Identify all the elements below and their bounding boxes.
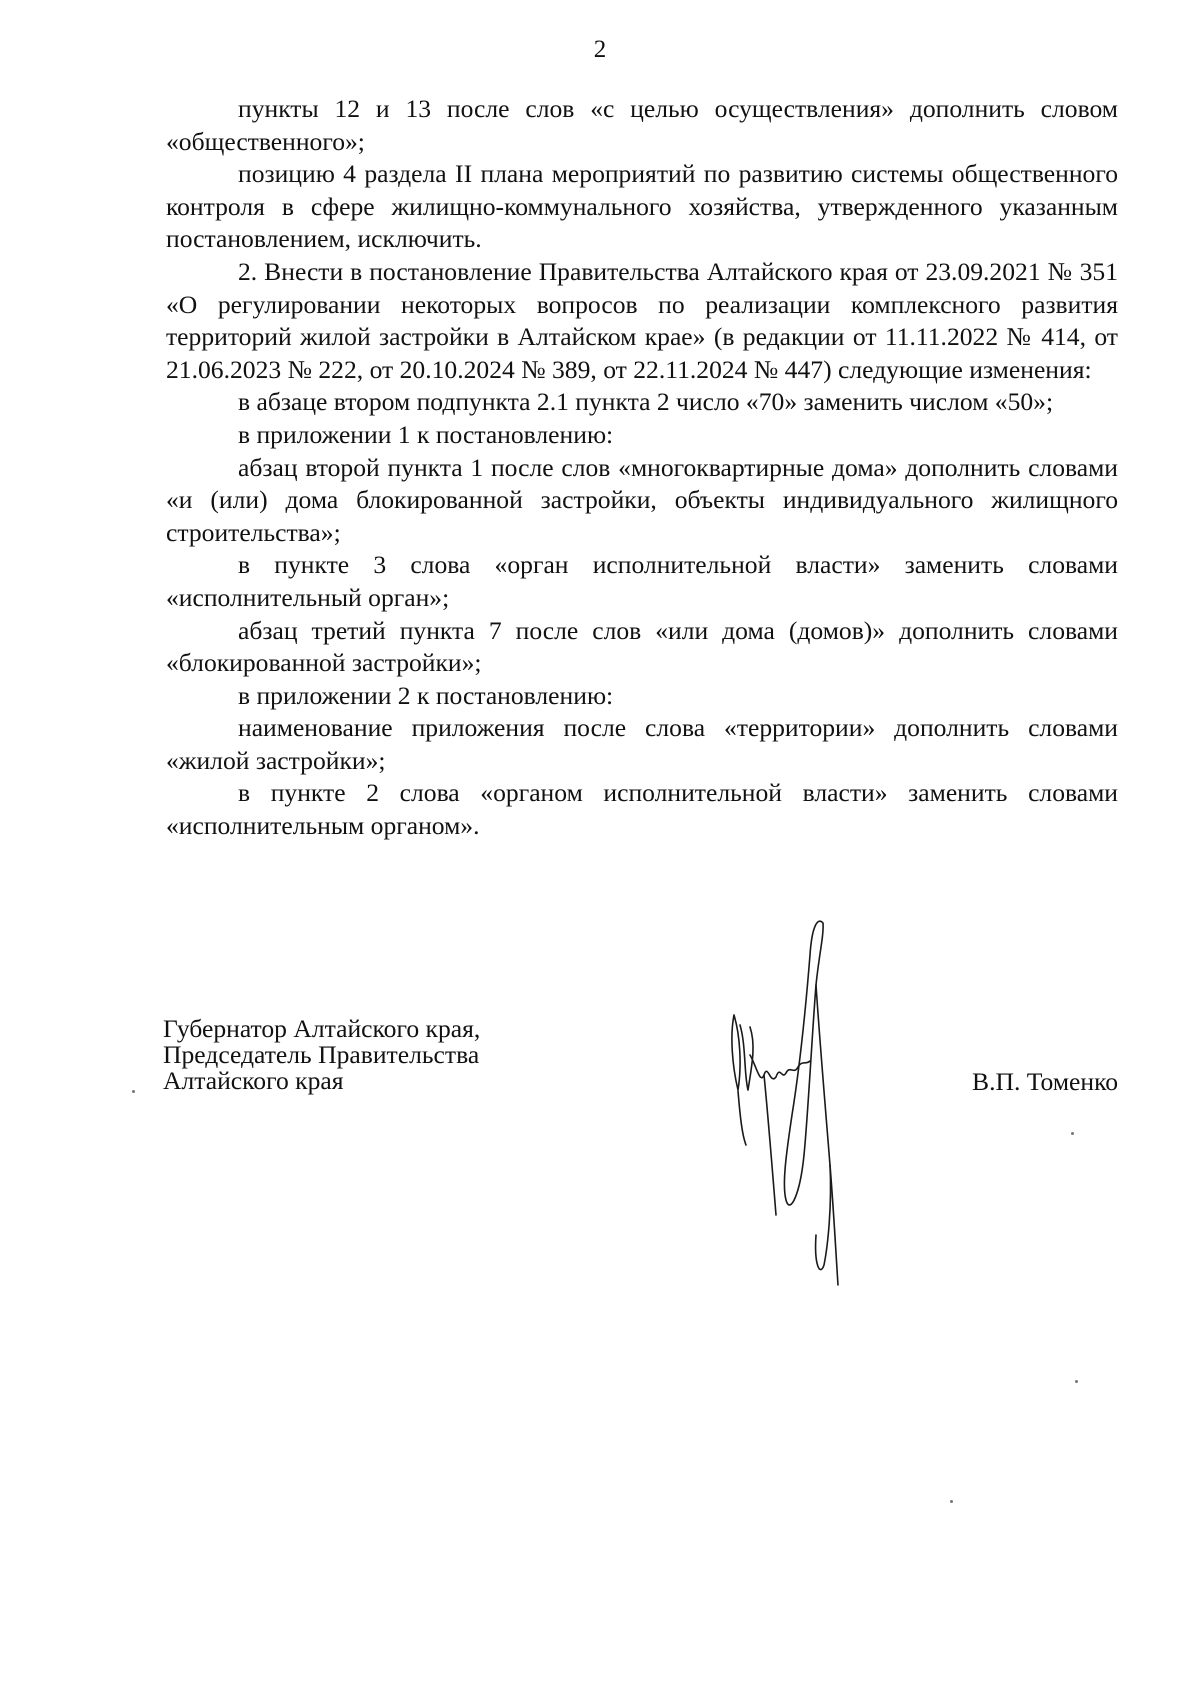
- scan-speck: [132, 1090, 135, 1093]
- paragraph: в приложении 2 к постановлению:: [238, 680, 614, 710]
- handwritten-signature: [720, 915, 870, 1295]
- paragraph: наименование приложения после слова «территории» дополнить словами «жилой застройки»;: [166, 713, 1118, 775]
- signer-position-line: Председатель Правительства: [163, 1040, 480, 1069]
- signer-name: В.П. Томенко: [972, 1067, 1118, 1096]
- page-number: 2: [593, 36, 607, 63]
- paragraph: в абзаце втором подпункта 2.1 пункта 2 число «70» заменить числом «50»;: [238, 387, 1054, 417]
- paragraph: в приложении 1 к постановлению:: [238, 419, 614, 449]
- scan-speck: [1075, 1380, 1078, 1383]
- paragraph: 2. Внести в постановление Правительства Алтайского края от 23.09.2021 № 351 «О регулировании некоторых вопросов по реализации комплексного развития территорий жилой застройки в Алтайском крае» (в редакции от 11.11.2022 № 414, от 21.06.2023 № 222, от 20.10.2024 № 389, от 22.11.2024 № 447) следующие изменения:: [166, 256, 1118, 384]
- scan-speck: [950, 1500, 953, 1503]
- paragraph: в пункте 3 слова «орган исполнительной власти» заменить словами «исполнительный орган»;: [166, 550, 1118, 612]
- paragraph: абзац второй пункта 1 после слов «многоквартирные дома» дополнить словами «и (или) дома блокированной застройки, объекты индивидуального жилищного строительства»;: [166, 452, 1118, 547]
- signer-position: [163, 1016, 480, 1094]
- signer-position-line: Алтайского края: [163, 1066, 344, 1095]
- document-body: [166, 93, 1118, 843]
- paragraph: абзац третий пункта 7 после слов «или дома (домов)» дополнить словами «блокированной застройки»;: [166, 615, 1118, 678]
- signer-position-line: Губернатор Алтайского края,: [163, 1014, 481, 1043]
- paragraph: пункты 12 и 13 после слов «с целью осуществления» дополнить словом «общественного»;: [166, 94, 1118, 156]
- scan-speck: [1071, 1132, 1074, 1135]
- paragraph: в пункте 2 слова «органом исполнительной власти» заменить словами «исполнительным органом».: [166, 778, 1118, 841]
- paragraph: позицию 4 раздела II плана мероприятий по развитию системы общественного контроля в сфере жилищно-коммунального хозяйства, утвержденного указанным постановлением, исключить.: [166, 159, 1118, 254]
